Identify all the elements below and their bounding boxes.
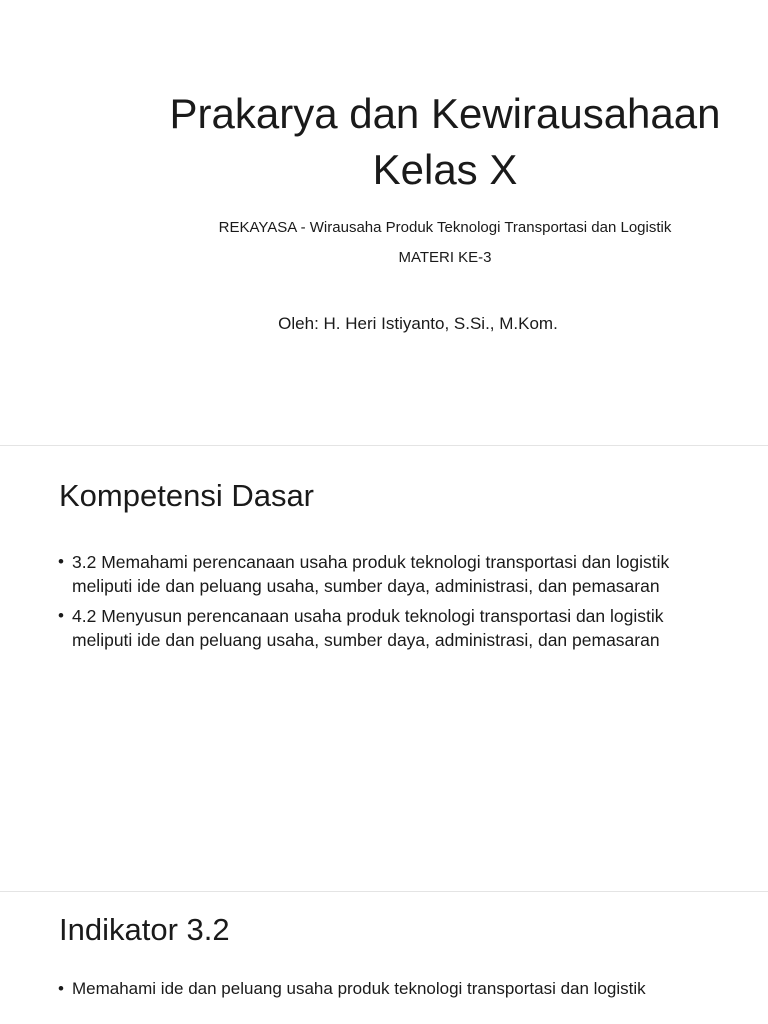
bullet-text: Memahami ide dan peluang usaha produk teknologi transportasi dan logistik <box>72 979 646 998</box>
title-line-1: Prakarya dan Kewirausahaan <box>169 90 721 137</box>
slide-heading: Indikator 3.2 <box>59 912 230 947</box>
bullet-icon: • <box>58 606 64 625</box>
presentation-title <box>150 86 740 198</box>
author-line: Oleh: H. Heri Istiyanto, S.Si., M.Kom. <box>278 314 558 333</box>
title-line-2: Kelas X <box>372 146 518 193</box>
title-slide <box>0 0 768 445</box>
indikator-slide <box>0 892 768 1024</box>
bullet-icon: • <box>58 979 64 998</box>
bullet-text: 4.2 Menyusun perencanaan usaha produk teknologi transportasi dan logistik meliputi ide dan peluang usaha, sumber daya, administrasi, dan pemasaran <box>72 606 664 650</box>
kompetensi-dasar-slide <box>0 446 768 891</box>
list-item <box>58 604 718 652</box>
bullet-icon: • <box>58 552 64 571</box>
list-item <box>58 550 718 598</box>
subtitle-materi: MATERI KE-3 <box>398 249 492 266</box>
bullet-list <box>58 980 718 1004</box>
slide-heading: Kompetensi Dasar <box>59 478 315 513</box>
list-item <box>58 980 718 998</box>
bullet-text: 3.2 Memahami perencanaan usaha produk teknologi transportasi dan logistik meliputi ide dan peluang usaha, sumber daya, administrasi, dan pemasaran <box>72 552 670 596</box>
subtitle-topic: REKAYASA - Wirausaha Produk Teknologi Transportasi dan Logistik <box>218 219 672 236</box>
bullet-list <box>58 550 718 658</box>
